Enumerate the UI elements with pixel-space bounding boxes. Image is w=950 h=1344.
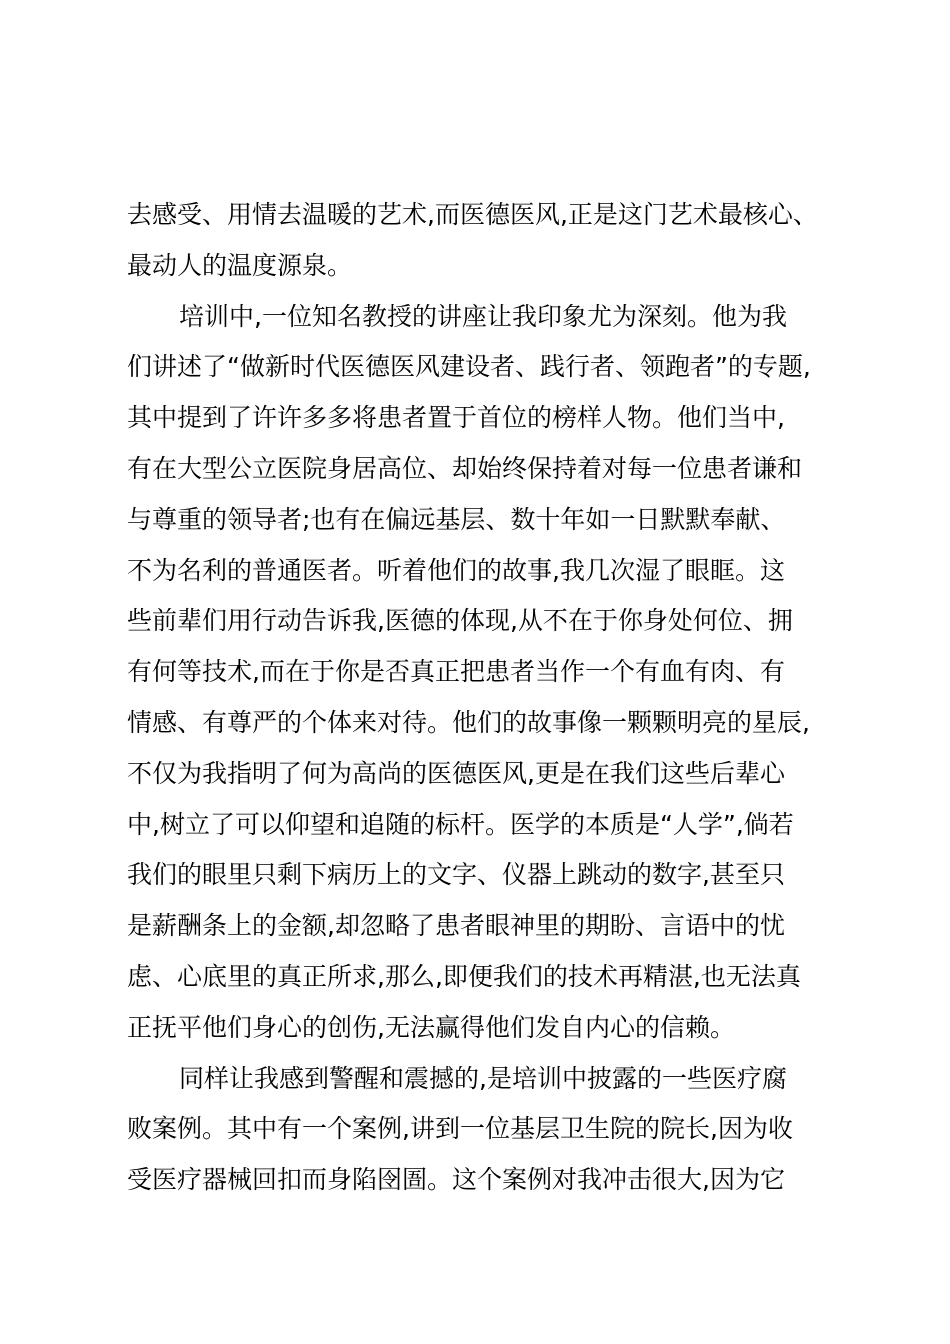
paragraph-2 bbox=[127, 292, 827, 1054]
text-line: 受医疗器械回扣而身陷囹圄。这个案例对我冲击很大,因为它 bbox=[127, 1165, 785, 1195]
text-line: 是薪酬条上的金额,却忽略了患者眼神里的期盼、言语中的忧 bbox=[127, 911, 785, 941]
text-line: 最动人的温度源泉。 bbox=[127, 250, 353, 280]
text-line: 有在大型公立医院身居高位、却始终保持着对每一位患者谦和 bbox=[127, 453, 803, 483]
text-line: 去感受、用情去温暖的艺术,而医德医风,正是这门艺术最核心、 bbox=[127, 200, 818, 229]
text-line: 虑、心底里的真正所求,那么,即便我们的技术再精湛,也无法真 bbox=[127, 961, 801, 991]
text-line: 败案例。其中有一个案例,讲到一位基层卫生院的院长,因为收 bbox=[127, 1114, 793, 1144]
text-line: 与尊重的领导者;也有在偏远基层、数十年如一日默默奉献、 bbox=[127, 504, 786, 534]
text-line: 其中提到了许许多多将患者置于首位的榜样人物。他们当中, bbox=[127, 403, 785, 433]
text-line: 我们的眼里只剩下病历上的文字、仪器上跳动的数字,甚至只 bbox=[127, 860, 785, 890]
text-line: 正抚平他们身心的创伤,无法赢得他们发自内心的信赖。 bbox=[127, 1012, 735, 1042]
text-line: 中,树立了可以仰望和追随的标杆。医学的本质是“人学”,倘若 bbox=[127, 809, 794, 839]
text-line: 培训中,一位知名教授的讲座让我印象尤为深刻。他为我 bbox=[179, 301, 787, 331]
text-line: 不为名利的普通医者。听着他们的故事,我几次湿了眼眶。这 bbox=[127, 555, 785, 585]
text-line: 有何等技术,而在于你是否真正把患者当作一个有血有肉、有 bbox=[127, 657, 785, 687]
text-line: 情感、有尊严的个体来对待。他们的故事像一颗颗明亮的星辰, bbox=[127, 707, 810, 737]
text-line: 不仅为我指明了何为高尚的医德医风,更是在我们这些后辈心 bbox=[127, 758, 785, 788]
text-line: 们讲述了“做新时代医德医风建设者、践行者、领跑者”的专题, bbox=[127, 352, 811, 382]
paragraph-3 bbox=[127, 1054, 827, 1206]
text-line: 些前辈们用行动告诉我,医德的体现,从不在于你身处何位、拥 bbox=[127, 606, 793, 636]
document-body bbox=[127, 190, 827, 1206]
paragraph-1 bbox=[127, 190, 827, 292]
text-line: 同样让我感到警醒和震撼的,是培训中披露的一些医疗腐 bbox=[179, 1063, 787, 1093]
